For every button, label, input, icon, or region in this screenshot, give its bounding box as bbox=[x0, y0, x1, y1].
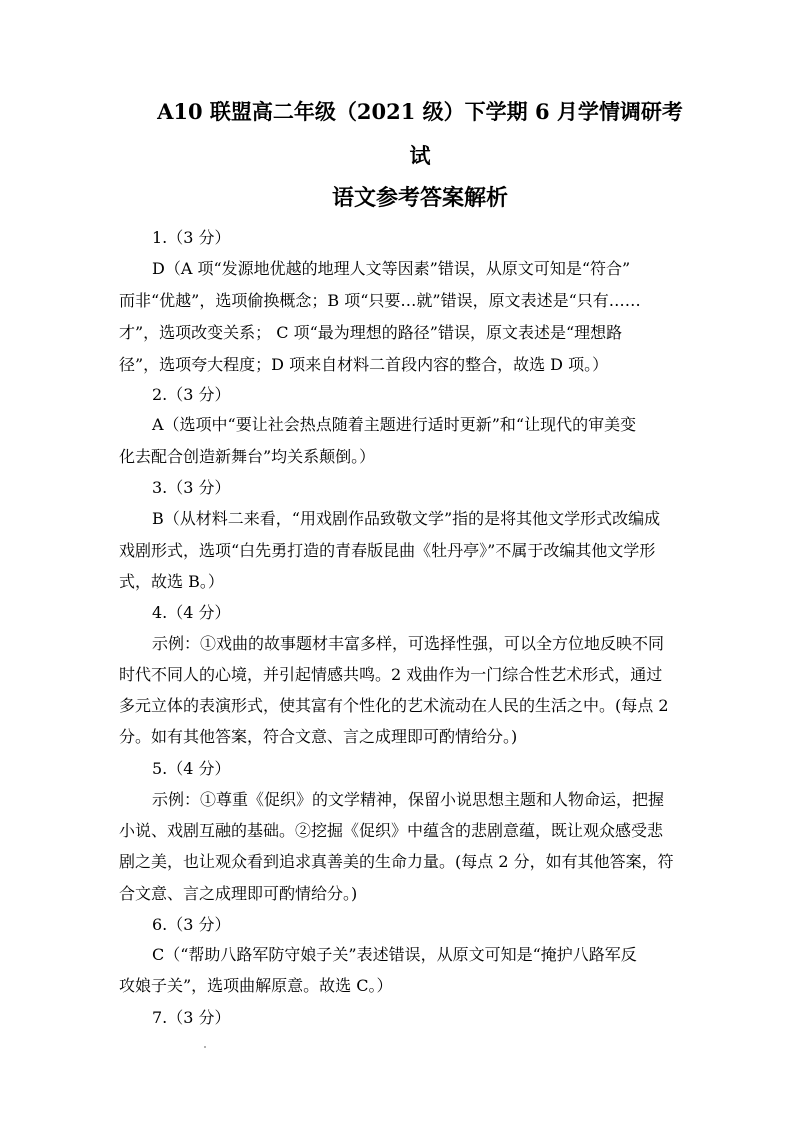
question-1-label: 1.（3 分） bbox=[152, 228, 231, 247]
answer-6-line: C（“帮助八路军防守娘子关”表述错误，从原文可知是“掩护八路军反 bbox=[152, 945, 637, 964]
question-7-label: 7.（3 分） bbox=[152, 1008, 231, 1027]
question-6-label: 6.（3 分） bbox=[152, 915, 231, 934]
question-4-label: 4.（4 分） bbox=[152, 603, 231, 622]
answer-1-line: D（A 项“发源地优越的地理人文等因素”错误，从原文可知是“符合” bbox=[152, 259, 631, 278]
document-title-line2: 试 bbox=[409, 143, 431, 168]
answer-3-line: 式，故选 B。） bbox=[119, 572, 224, 591]
answer-4-line: 时代不同人的心境，并引起情感共鸣。2 戏曲作为一门综合性艺术形式，通过 bbox=[119, 665, 663, 684]
answer-5-line: 剧之美，也让观众看到追求真善美的生命力量。(每点 2 分，如有其他答案，符 bbox=[119, 852, 674, 871]
speck-mark bbox=[204, 1046, 206, 1048]
answer-1-line: 径”，选项夸大程度；D 项来自材料二首段内容的整合，故选 D 项。） bbox=[119, 355, 609, 374]
answer-6-line: 攻娘子关”，选项曲解原意。故选 C。） bbox=[119, 976, 393, 995]
answer-1-line: 而非“优越”，选项偷换概念；B 项“只要…就”错误，原文表述是“只有…… bbox=[119, 291, 641, 310]
question-3-label: 3.（3 分） bbox=[152, 478, 231, 497]
answer-5-line: 小说、戏剧互融的基础。②挖掘《促织》中蕴含的悲剧意蕴，既让观众感受悲 bbox=[119, 821, 664, 840]
answer-2-line: A（选项中“要让社会热点随着主题进行适时更新”和“让现代的审美变 bbox=[152, 415, 637, 434]
answer-3-line: B（从材料二来看，“用戏剧作品致敬文学”指的是将其他文学形式改编成 bbox=[152, 509, 661, 528]
document-subtitle: 语文参考答案解析 bbox=[331, 185, 508, 211]
answer-4-line: 多元立体的表演形式，使其富有个性化的艺术流动在人民的生活之中。(每点 2 bbox=[119, 696, 669, 715]
question-5-label: 5.（4 分） bbox=[152, 759, 231, 778]
document-title-line1: A10 联盟高二年级（2021 级）下学期 6 月学情调研考 bbox=[157, 99, 683, 124]
answer-4-line: 分。如有其他答案，符合文意、言之成理即可酌情给分。) bbox=[119, 727, 518, 746]
answer-1-line: 才”，选项改变关系； C 项“最为理想的路径”错误，原文表述是“理想路 bbox=[119, 323, 623, 342]
answer-5-line: 示例：①尊重《促织》的文学精神，保留小说思想主题和人物命运，把握 bbox=[152, 790, 665, 809]
answer-5-line: 合文意、言之成理即可酌情给分。) bbox=[119, 884, 358, 903]
answer-3-line: 戏剧形式，选项“白先勇打造的青春版昆曲《牡丹亭》”不属于改编其他文学形 bbox=[119, 541, 656, 560]
answer-2-line: 化去配合创造新舞台”均关系颠倒。） bbox=[119, 447, 376, 466]
question-2-label: 2.（3 分） bbox=[152, 385, 231, 404]
answer-4-line: 示例：①戏曲的故事题材丰富多样，可选择性强，可以全方位地反映不同 bbox=[152, 634, 665, 653]
